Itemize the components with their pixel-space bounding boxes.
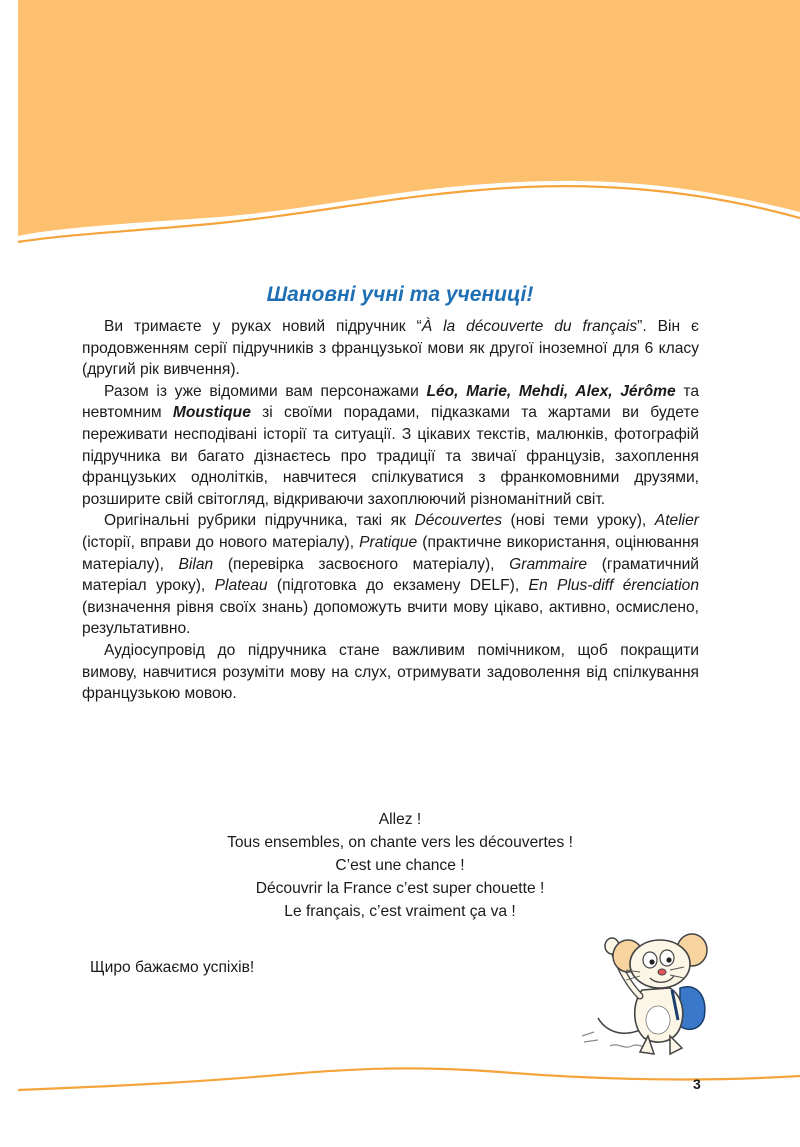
text-span: зі своїми порадами, підказками та жартами ви будете переживати несподівані історії та ситуації. З цікавих текстів, малюнків, фотографій підручника ви багато дізнаєтесь про традиції та звичаї французів, захоплення французьких однолітків, навчитеся спілкуватися з франкомовними друзями, розширите свій світогляд, відкриваючи захоплюючий різноманітний світ.: [82, 404, 699, 508]
paragraph-3: [82, 510, 699, 640]
text-span: (історії, вправи до нового матеріалу),: [82, 533, 360, 551]
intro-text: [82, 316, 699, 705]
rubric-name: Grammaire: [509, 555, 588, 573]
header-wave-banner: [0, 0, 800, 250]
footer-wave-line: [0, 1062, 800, 1102]
poem-line: Le français, c’est vraiment ça va !: [284, 903, 516, 920]
header-orange-fill: [18, 0, 800, 236]
rubric-name: Plateau: [214, 577, 268, 595]
closing-wish: Щиро бажаємо успіхів!: [90, 959, 255, 976]
poem-line: C’est une chance !: [335, 857, 465, 874]
text-span: Разом із уже відомими вам персонажами: [104, 382, 427, 400]
text-span: Ви тримаєте у руках новий підручник “: [104, 318, 422, 335]
book-title: À la découverte du français: [421, 318, 638, 335]
text-span: та невтомним: [82, 382, 699, 422]
paragraph-1: [82, 316, 699, 381]
poem-line: Découvrir la France c’est super chouette !: [255, 880, 545, 897]
paragraph-4: Аудіосупровід до підручника стане важливим помічником, щоб покращити вимову, навчитися розуміти мову на слух, отримувати задоволення від спілкування французькою мовою.: [82, 641, 699, 703]
text-span: (підготовка до екзамену DELF),: [267, 577, 529, 595]
poem-line: Tous ensembles, on chante vers les découvertes !: [227, 834, 573, 851]
rubric-name: Découvertes: [414, 512, 502, 530]
text-span: (нові теми уроку),: [502, 512, 655, 530]
text-span: (перевірка засвоєного матеріалу),: [213, 555, 510, 573]
character-moustique: Moustique: [172, 404, 251, 422]
rubric-name: En Plus-diff érenciation: [528, 577, 699, 595]
text-span: (практичне використання, оцінювання матеріалу),: [82, 533, 699, 573]
paragraph-2: [82, 381, 699, 511]
text-span: (граматичний матеріал уроку),: [82, 555, 699, 595]
cartoon-mouse-mascot-icon: [570, 918, 730, 1058]
text-span: ”. Він є продовженням серії підручників з французької мови як другої іноземної для 6 класу (другий рік вивчення).: [82, 318, 699, 379]
text-span: (визначення рівня своїх знань) допоможуть вчити мову цікаво, активно, осмислено, результативно.: [82, 598, 699, 638]
rubric-name: Bilan: [178, 555, 214, 573]
rubric-name: Pratique: [359, 533, 418, 551]
character-names: Léo, Marie, Mehdi, Alex, Jérôme: [426, 382, 676, 400]
page-title: Шановні учні та учениці!: [266, 283, 534, 306]
text-span: Оригінальні рубрики підручника, такі як: [104, 512, 415, 530]
page-number: 3: [693, 1076, 701, 1092]
poem: [0, 808, 800, 923]
poem-line: Allez !: [378, 811, 422, 828]
rubric-name: Atelier: [654, 512, 699, 530]
